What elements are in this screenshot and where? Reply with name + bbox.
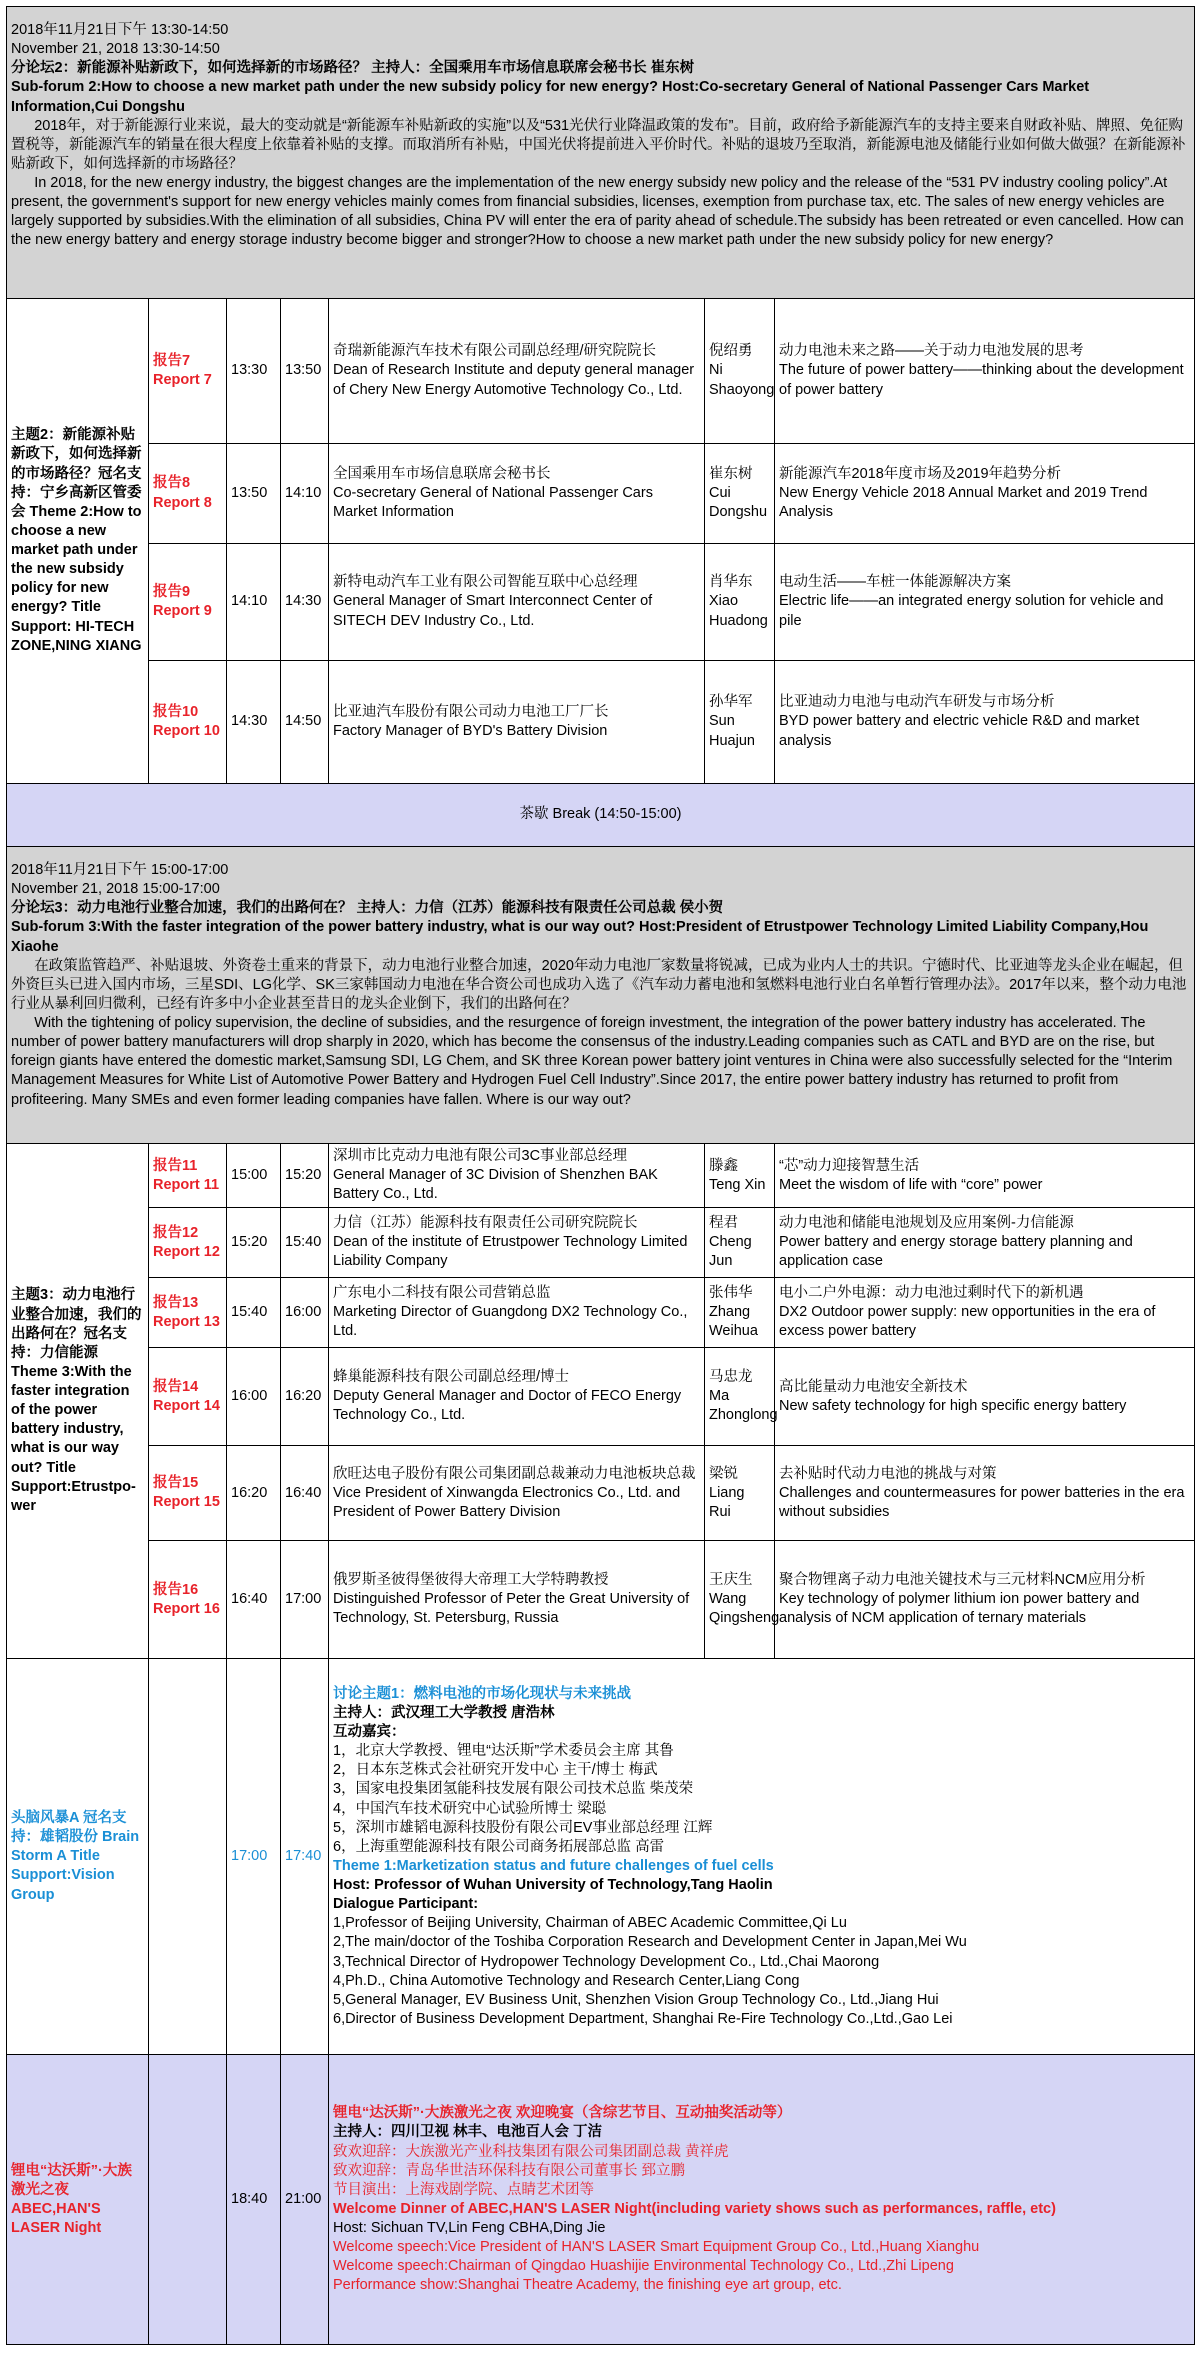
- start-time: 13:30: [227, 299, 281, 444]
- brainstorm-report-empty: [149, 1659, 227, 2055]
- night-show-en: Performance show:Shanghai Theatre Academy, the finishing eye art group, etc.: [333, 2277, 842, 2294]
- speaker: 崔东树 Cui Dongshu: [705, 444, 775, 544]
- subforum2-date-cn: 2018年11月21日下午 13:30-14:50: [11, 22, 229, 38]
- end-time: 16:00: [281, 1278, 329, 1348]
- table-row: [7, 1208, 1195, 1278]
- organization: 力信（江苏）能源科技有限责任公司研究院院长 Dean of the institute of Etrustpower Technology Limited Liability Company: [329, 1208, 705, 1278]
- start-time: 16:00: [227, 1348, 281, 1446]
- topic: 聚合物锂离子动力电池关键技术与三元材料NCM应用分析 Key technology of polymer lithium ion power battery and analysis of NCM application of ternary materials: [775, 1541, 1195, 1659]
- theme2-cell: 主题2：新能源补贴新政下，如何选择新的市场路径？冠名支持：宁乡高新区管委会 Theme 2:How to choose a new market path under the new subsidy policy for new energy? Title Support: HI-TECH ZONE,NING XIANG: [7, 299, 149, 784]
- end-time: 15:40: [281, 1208, 329, 1278]
- night-label: 锂电“达沃斯”·大族激光之夜 ABEC,HAN'S LASER Night: [7, 2055, 149, 2345]
- brainstorm-row: [7, 1659, 1195, 2055]
- table-row: [7, 1348, 1195, 1446]
- subforum2-title-en: Sub-forum 2:How to choose a new market path under the new subsidy policy for new energy? Host:Co-secretary General of National Passenger Cars Market Information,Cui Dongshu: [11, 79, 1090, 115]
- end-time: 16:20: [281, 1348, 329, 1446]
- list-item: 1，北京大学教授、锂电“达沃斯”学术委员会主席 其鲁: [333, 1743, 674, 1760]
- list-item: 5,General Manager, EV Business Unit, Shenzhen Vision Group Technology Co., Ltd.,Jiang Hui: [333, 1991, 939, 2008]
- brainstorm-guests-label: 互动嘉宾：: [333, 1724, 406, 1740]
- night-report-empty: [149, 2055, 227, 2345]
- subforum2-intro-en: In 2018, for the new energy industry, the biggest changes are the implementation of the new energy subsidy new policy and the release of the “531 PV industry cooling policy”.At present, the government's support for new energy vehicles mainly comes from financial subsidies, licenses, exemption from purchase tax, etc. The sales of new energy vehicles are largely supported by subsidies.With the elimination of all subsidies, China PV will enter the era of parity ahead of schedule.The subsidy has been retreated or even cancelled. How can the new energy battery and energy storage industry become bigger and stronger?How to choose a new market path under the new subsidy policy for new energy?: [11, 175, 1184, 249]
- brainstorm-title-en: Theme 1:Marketization status and future challenges of fuel cells: [333, 1857, 774, 1874]
- start-time: 14:30: [227, 661, 281, 784]
- night-details: [329, 2055, 1195, 2345]
- break-row: 茶歇 Break (14:50-15:00): [7, 784, 1195, 847]
- report-number: 报告14 Report 14: [149, 1348, 227, 1446]
- night-speech1-cn: 致欢迎辞：大族激光产业科技集团有限公司集团副总裁 黄祥虎: [333, 2143, 729, 2160]
- list-item: 6，上海重塑能源科技有限公司商务拓展部总监 高雷: [333, 1838, 665, 1855]
- end-time: 16:40: [281, 1446, 329, 1541]
- end-time: 17:40: [281, 1659, 329, 2055]
- end-time: 21:00: [281, 2055, 329, 2345]
- table-row: [7, 661, 1195, 784]
- topic: 去补贴时代动力电池的挑战与对策 Challenges and countermeasures for power batteries in the era without subsidies: [775, 1446, 1195, 1541]
- night-host-cn: 主持人：四川卫视 林丰、电池百人会 丁洁: [333, 2124, 603, 2141]
- report-number: 报告13 Report 13: [149, 1278, 227, 1348]
- topic: 电动生活——车桩一体能源解决方案 Electric life——an integrated energy solution for vehicle and pile: [775, 544, 1195, 661]
- organization: 欣旺达电子股份有限公司集团副总裁兼动力电池板块总裁 Vice President of Xinwangda Electronics Co., Ltd. and President of Power Battery Division: [329, 1446, 705, 1541]
- brainstorm-label: 头脑风暴A 冠名支持：雄韬股份 Brain Storm A Title Support:Vision Group: [7, 1659, 149, 2055]
- report-number: 报告10 Report 10: [149, 661, 227, 784]
- speaker: 孙华军 Sun Huajun: [705, 661, 775, 784]
- night-title-cn: 锂电“达沃斯”·大族激光之夜 欢迎晚宴（含综艺节目、互动抽奖活动等）: [333, 2105, 792, 2122]
- subforum2-header: [7, 7, 1195, 299]
- list-item: 4，中国汽车技术研究中心试验所博士 梁聪: [333, 1800, 607, 1817]
- brainstorm-host-cn: 主持人：武汉理工大学教授 唐浩林: [333, 1704, 555, 1721]
- start-time: 16:20: [227, 1446, 281, 1541]
- list-item: 3,Technical Director of Hydropower Technology Development Co., Ltd.,Chai Maorong: [333, 1953, 880, 1970]
- end-time: 15:20: [281, 1144, 329, 1208]
- list-item: 6,Director of Business Development Department, Shanghai Re-Fire Technology Co.,Ltd.,Gao Lei: [333, 2010, 953, 2027]
- end-time: 14:30: [281, 544, 329, 661]
- end-time: 14:10: [281, 444, 329, 544]
- subforum3-date-cn: 2018年11月21日下午 15:00-17:00: [11, 862, 229, 878]
- organization: 比亚迪汽车股份有限公司动力电池工厂厂长 Factory Manager of BYD's Battery Division: [329, 661, 705, 784]
- table-row: [7, 1278, 1195, 1348]
- list-item: 2,The main/doctor of the Toshiba Corporation Research and Development Center in Japan,Mei Wu: [333, 1934, 967, 1951]
- list-item: 4,Ph.D., China Automotive Technology and Research Center,Liang Cong: [333, 1972, 800, 1989]
- start-time: 13:50: [227, 444, 281, 544]
- subforum2-intro-cn: 2018年，对于新能源行业来说，最大的变动就是“新能源车补贴新政的实施”以及“531光伏行业降温政策的发布”。目前，政府给予新能源汽车的支持主要来自财政补贴、牌照、免征购置税等，新能源汽车的销量在很大程度上依靠着补贴的支撑。而取消所有补贴，中国光伏将提前进入平价时代。补贴的退坡乃至取消，新能源电池及储能行业如何做大做强？在新能源补贴新政下，如何选择新的市场路径？: [11, 117, 1186, 172]
- start-time: 15:40: [227, 1278, 281, 1348]
- organization: 全国乘用车市场信息联席会秘书长 Co-secretary General of National Passenger Cars Market Information: [329, 444, 705, 544]
- topic: 动力电池未来之路——关于动力电池发展的思考 The future of power battery——thinking about the development of power battery: [775, 299, 1195, 444]
- organization: 蜂巢能源科技有限公司副总经理/博士 Deputy General Manager and Doctor of FECO Energy Technology Co., Ltd.: [329, 1348, 705, 1446]
- brainstorm-title-cn: 讨论主题1：燃料电池的市场化现状与未来挑战: [333, 1685, 632, 1702]
- speaker: 程君 Cheng Jun: [705, 1208, 775, 1278]
- table-row: [7, 1144, 1195, 1208]
- end-time: 14:50: [281, 661, 329, 784]
- speaker: 滕鑫 Teng Xin: [705, 1144, 775, 1208]
- organization: 广东电小二科技有限公司营销总监 Marketing Director of Guangdong DX2 Technology Co., Ltd.: [329, 1278, 705, 1348]
- topic: 电小二户外电源：动力电池过剩时代下的新机遇 DX2 Outdoor power supply: new opportunities in the era of excess power battery: [775, 1278, 1195, 1348]
- speaker: 马忠龙 Ma Zhonglong: [705, 1348, 775, 1446]
- report-number: 报告9 Report 9: [149, 544, 227, 661]
- subforum3-header: [7, 847, 1195, 1144]
- table-row: [7, 1446, 1195, 1541]
- topic: 比亚迪动力电池与电动汽车研发与市场分析 BYD power battery and electric vehicle R&D and market analysis: [775, 661, 1195, 784]
- start-time: 15:00: [227, 1144, 281, 1208]
- start-time: 16:40: [227, 1541, 281, 1659]
- night-speech1-en: Welcome speech:Vice President of HAN'S LASER Smart Equipment Group Co., Ltd.,Huang Xianghu: [333, 2239, 980, 2256]
- topic: “芯”动力迎接智慧生活 Meet the wisdom of life with “core” power: [775, 1144, 1195, 1208]
- report-number: 报告11 Report 11: [149, 1144, 227, 1208]
- brainstorm-host-en: Host: Professor of Wuhan University of Technology,Tang Haolin: [333, 1877, 773, 1893]
- subforum2-title-cn: 分论坛2：新能源补贴新政下，如何选择新的市场路径？ 主持人：全国乘用车市场信息联席会秘书长 崔东树: [11, 60, 695, 77]
- brainstorm-participants-label: Dialogue Participant:: [333, 1896, 479, 1913]
- topic: 新能源汽车2018年度市场及2019年趋势分析 New Energy Vehicle 2018 Annual Market and 2019 Trend Analysis: [775, 444, 1195, 544]
- night-title-en: Welcome Dinner of ABEC,HAN'S LASER Night(including variety shows such as performances, raffle, etc): [333, 2200, 1056, 2217]
- subforum3-date-en: November 21, 2018 15:00-17:00: [11, 881, 220, 898]
- night-row: [7, 2055, 1195, 2345]
- list-item: 1,Professor of Beijing University, Chairman of ABEC Academic Committee,Qi Lu: [333, 1915, 847, 1932]
- speaker: 倪绍勇 Ni Shaoyong: [705, 299, 775, 444]
- speaker: 肖华东 Xiao Huadong: [705, 544, 775, 661]
- organization: 新特电动汽车工业有限公司智能互联中心总经理 General Manager of Smart Interconnect Center of SITECH DEV Industry Co., Ltd.: [329, 544, 705, 661]
- organization: 奇瑞新能源汽车技术有限公司副总经理/研究院院长 Dean of Research Institute and deputy general manager of Chery New Energy Automotive Technology Co., Ltd.: [329, 299, 705, 444]
- night-speech2-cn: 致欢迎辞：青岛华世洁环保科技有限公司董事长 郅立鹏: [333, 2162, 686, 2179]
- subforum3-intro-cn: 在政策监管趋严、补贴退坡、外资卷土重来的背景下，动力电池行业整合加速，2020年动力电池厂家数量将锐减，已成为业内人士的共识。宁德时代、比亚迪等龙头企业在崛起，但外资巨头已进入国内市场，三星SDI、LG化学、SK三家韩国动力电池在华合资公司也成功入选了《汽车动力蓄电池和氢燃料电池行业白名单暂行管理办法》。2017年以来，整个动力电池行业从暴利回归微利，已经有许多中小企业甚至昔日的龙头企业倒下，我们的出路何在？: [11, 957, 1187, 1012]
- brainstorm-details: [329, 1659, 1195, 2055]
- list-item: 5，深圳市雄韬电源科技股份有限公司EV事业部总经理 江辉: [333, 1819, 713, 1836]
- end-time: 17:00: [281, 1541, 329, 1659]
- table-row: [7, 544, 1195, 661]
- start-time: 15:20: [227, 1208, 281, 1278]
- report-number: 报告8 Report 8: [149, 444, 227, 544]
- speaker: 王庆生 Wang Qingsheng: [705, 1541, 775, 1659]
- topic: 高比能量动力电池安全新技术 New safety technology for high specific energy battery: [775, 1348, 1195, 1446]
- subforum3-title-en: Sub-forum 3:With the faster integration of the power battery industry, what is our way out? Host:President of Etrustpower Technology Limited Liability Company,Hou Xiaohe: [11, 919, 1149, 955]
- night-speech2-en: Welcome speech:Chairman of Qingdao Huashijie Environmental Technology Co., Ltd.,Zhi Lipeng: [333, 2258, 954, 2275]
- subforum2-date-en: November 21, 2018 13:30-14:50: [11, 41, 220, 58]
- report-number: 报告16 Report 16: [149, 1541, 227, 1659]
- start-time: 17:00: [227, 1659, 281, 2055]
- list-item: 2，日本东芝株式会社研究开发中心 主干/博士 梅武: [333, 1762, 658, 1779]
- theme3-cell: 主题3：动力电池行业整合加速，我们的出路何在？冠名支持：力信能源 Theme 3:With the faster integration of the power battery industry, what is our way out? Title Support:Etrustpo-wer: [7, 1144, 149, 1659]
- end-time: 13:50: [281, 299, 329, 444]
- table-row: [7, 444, 1195, 544]
- speaker: 张伟华 Zhang Weihua: [705, 1278, 775, 1348]
- organization: 深圳市比克动力电池有限公司3C事业部总经理 General Manager of 3C Division of Shenzhen BAK Battery Co., Ltd.: [329, 1144, 705, 1208]
- subforum3-intro-en: With the tightening of policy supervision, the decline of subsidies, and the resurgence of foreign investment, the integration of the power battery industry has accelerated. The number of power battery manufacturers will drop sharply in 2020, which has become the consensus of the industry.Leading companies such as CATL and BYD are on the rise, but foreign giants have entered the domestic market,Samsung SDI, LG Chem, and SK three Korean power battery joint ventures in China were also successfully selected for the “Interim Management Measures for White List of Automotive Power Battery and Hydrogen Fuel Cell Industry”.Since 2017, the entire power battery industry has returned to profit from profiteering. Many SMEs and even former leading companies have fallen. Where is our way out?: [11, 1015, 1173, 1108]
- subforum3-title-cn: 分论坛3：动力电池行业整合加速，我们的出路何在？ 主持人：力信（江苏）能源科技有限责任公司总裁 侯小贺: [11, 900, 724, 917]
- night-show-cn: 节目演出：上海戏剧学院、点睛艺术团等: [333, 2181, 594, 2198]
- report-number: 报告7 Report 7: [149, 299, 227, 444]
- agenda-table: [6, 6, 1195, 2345]
- report-number: 报告12 Report 12: [149, 1208, 227, 1278]
- speaker: 梁锐 Liang Rui: [705, 1446, 775, 1541]
- report-number: 报告15 Report 15: [149, 1446, 227, 1541]
- night-host-en: Host: Sichuan TV,Lin Feng CBHA,Ding Jie: [333, 2220, 606, 2236]
- table-row: [7, 299, 1195, 444]
- topic: 动力电池和储能电池规划及应用案例-力信能源 Power battery and energy storage battery planning and application case: [775, 1208, 1195, 1278]
- start-time: 14:10: [227, 544, 281, 661]
- organization: 俄罗斯圣彼得堡彼得大帝理工大学特聘教授 Distinguished Professor of Peter the Great University of Technology, St. Petersburg, Russia: [329, 1541, 705, 1659]
- table-row: [7, 1541, 1195, 1659]
- list-item: 3，国家电投集团氢能科技发展有限公司技术总监 柴茂荣: [333, 1781, 694, 1798]
- start-time: 18:40: [227, 2055, 281, 2345]
